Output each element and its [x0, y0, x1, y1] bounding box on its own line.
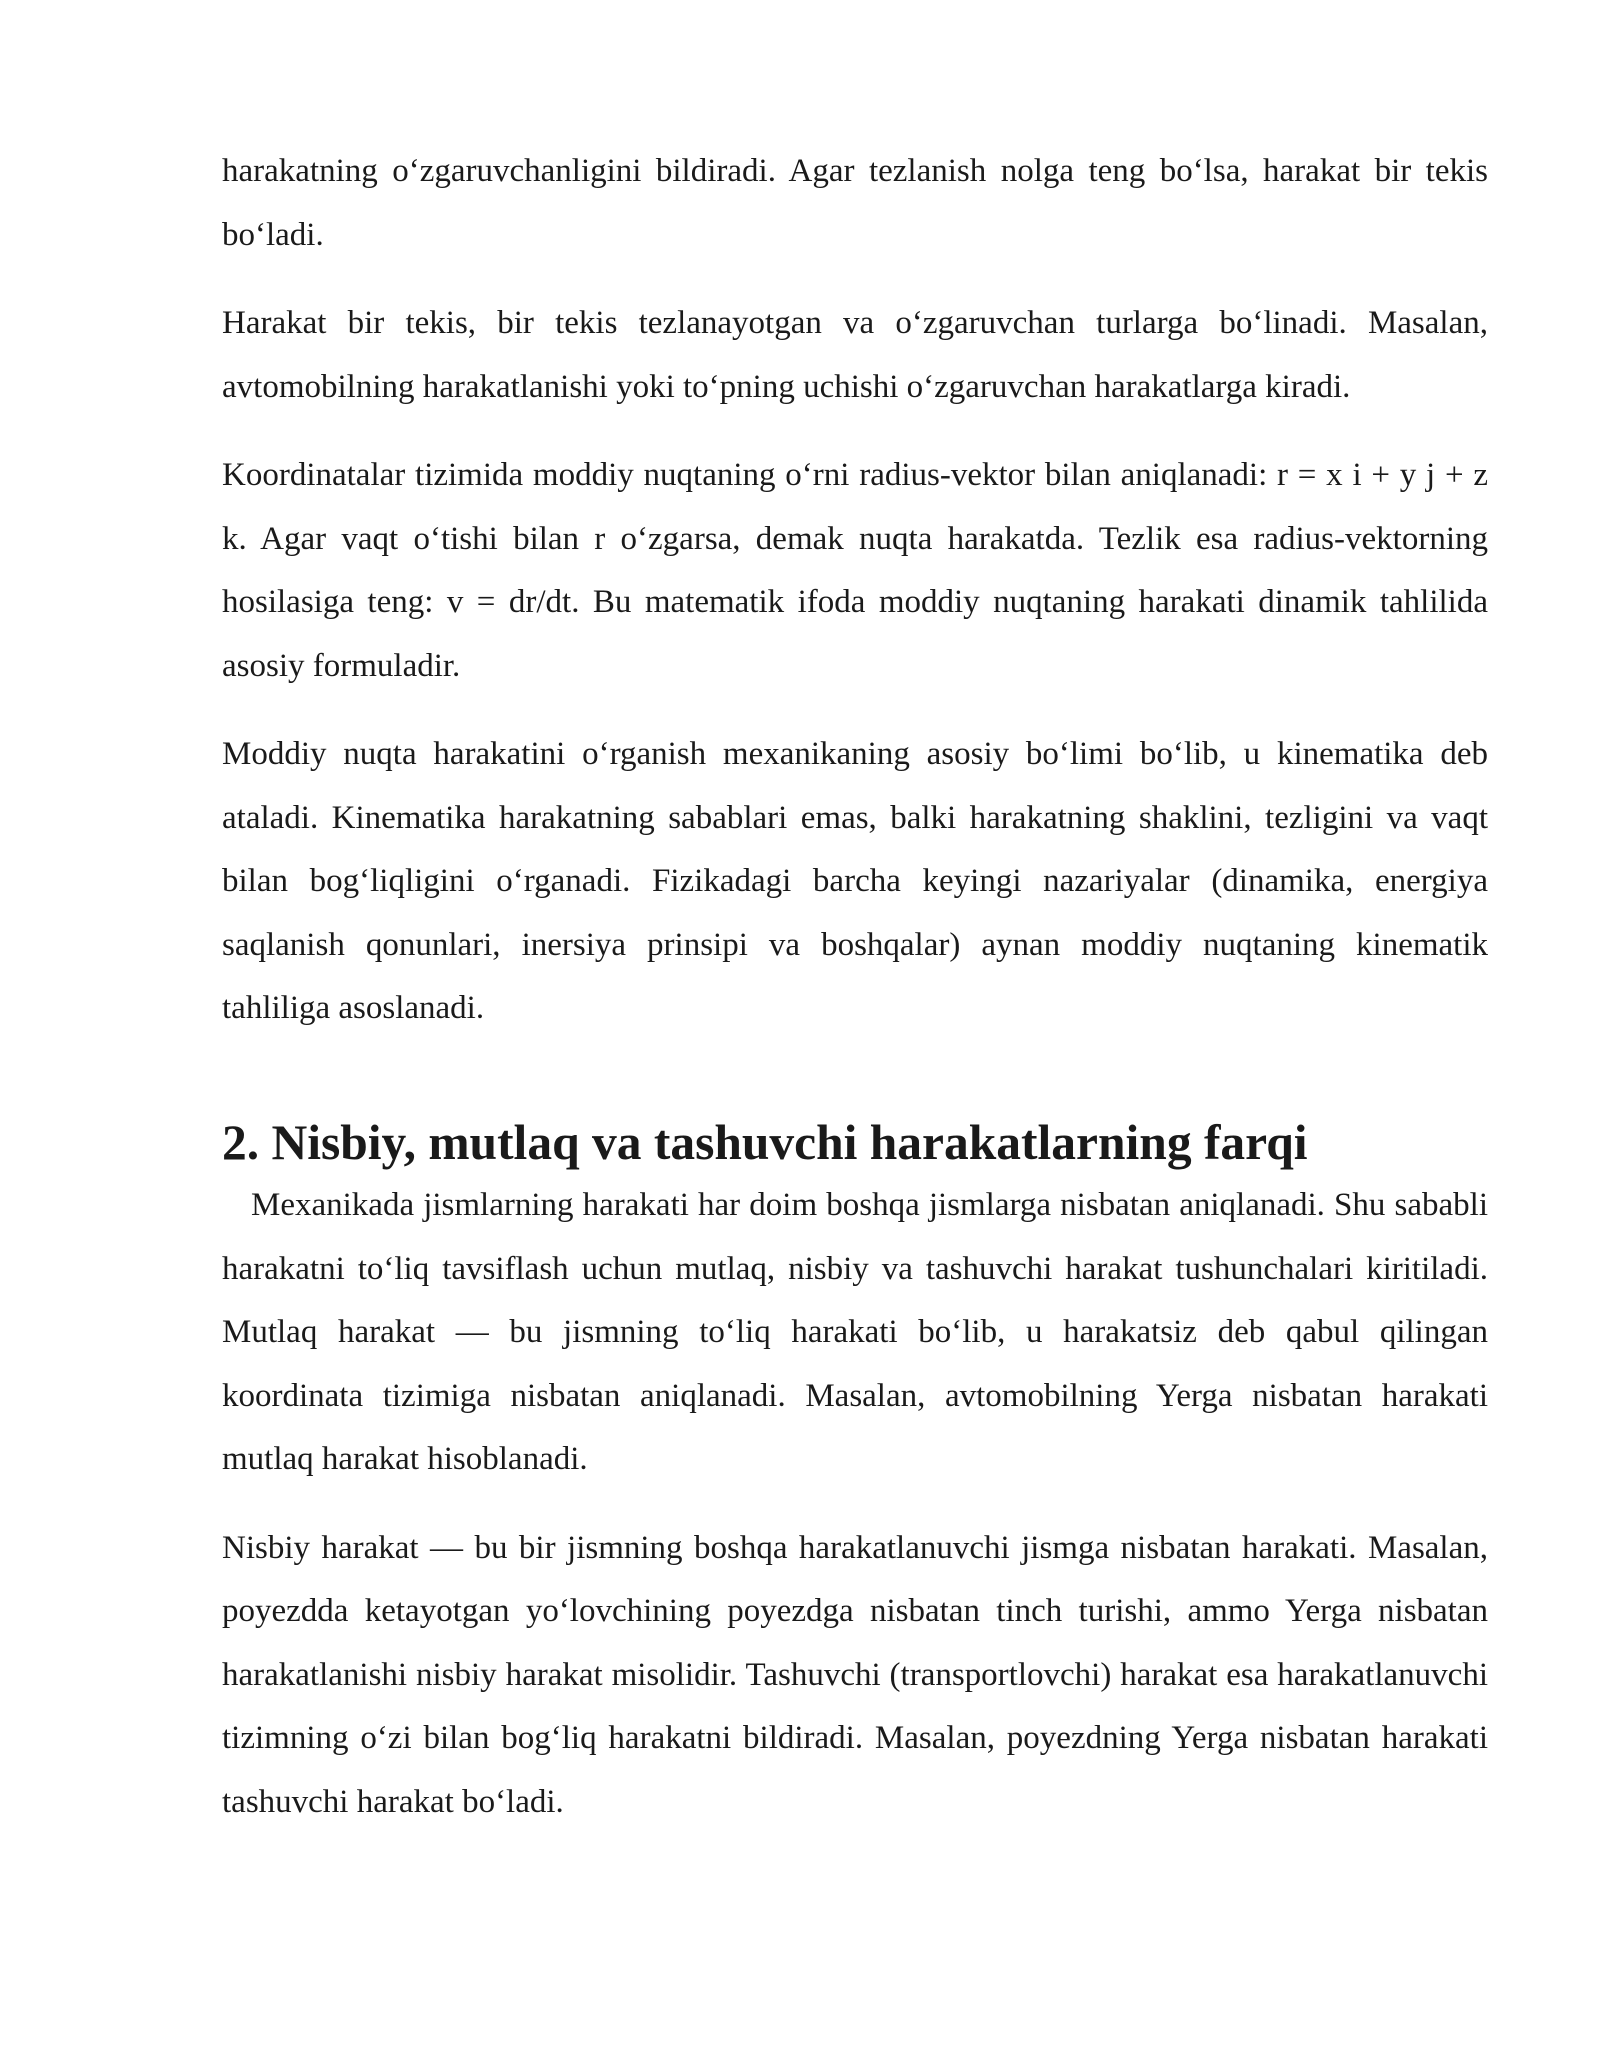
- paragraph-radius-vector: Koordinatalar tizimida moddiy nuqtaning o‘rni radius-vektor bilan aniqlanadi: r = x i + y j + z k. Agar vaqt o‘tishi bilan r o‘zgarsa, demak nuqta harakatda. Tezlik esa radius-vektorning hosilasiga teng: v = dr/dt. Bu matematik ifoda moddiy nuqtaning harakati dinamik tahlilida asosiy formuladir.: [222, 457, 1488, 684]
- document-page: [222, 140, 1488, 1859]
- paragraph-absolute-motion: Mexanikada jismlarning harakati har doim boshqa jismlarga nisbatan aniqlanadi. Shu sababli harakatni to‘liq tavsiflash uchun mutlaq, nisbiy va tashuvchi harakat tushunchalari kiritiladi. Mutlaq harakat — bu jismning to‘liq harakati bo‘lib, u harakatsiz deb qabul qilingan koordinata tizimiga nisbatan aniqlanadi. Masalan, avtomobilning Yerga nisbatan harakati mutlaq harakat hisoblanadi.: [222, 1187, 1488, 1477]
- section-heading: 2. Nisbiy, mutlaq va tashuvchi harakatlarning farqi: [222, 1114, 1308, 1170]
- paragraph-relative-motion: Nisbiy harakat — bu bir jismning boshqa harakatlanuvchi jismga nisbatan harakati. Masalan, poyezdda ketayotgan yo‘lovchining poyezdga nisbatan tinch turishi, ammo Yerga nisbatan harakatlanishi nisbiy harakat misolidir. Tashuvchi (transportlovchi) harakat esa harakatlanuvchi tizimning o‘zi bilan bog‘liq harakatni bildiradi. Masalan, poyezdning Yerga nisbatan harakati tashuvchi harakat bo‘ladi.: [222, 1529, 1488, 1820]
- paragraph-motion-types: Harakat bir tekis, bir tekis tezlanayotgan va o‘zgaruvchan turlarga bo‘linadi. Masalan, avtomobilning harakatlanishi yoki to‘pning uchishi o‘zgaruvchan harakatlarga kiradi.: [222, 305, 1488, 405]
- paragraph-acceleration-summary: harakatning o‘zgaruvchanligini bildiradi. Agar tezlanish nolga teng bo‘lsa, harakat bir tekis bo‘ladi.: [222, 153, 1488, 253]
- paragraph-kinematics: Moddiy nuqta harakatini o‘rganish mexanikaning asosiy bo‘limi bo‘lib, u kinematika deb ataladi. Kinematika harakatning sabablari emas, balki harakatning shaklini, tezligini va vaqt bilan bog‘liqligini o‘rganadi. Fizikadagi barcha keyingi nazariyalar (dinamika, energiya saqlanish qonunlari, inersiya prinsipi va boshqalar) aynan moddiy nuqtaning kinematik tahliliga asoslanadi.: [222, 736, 1488, 1026]
